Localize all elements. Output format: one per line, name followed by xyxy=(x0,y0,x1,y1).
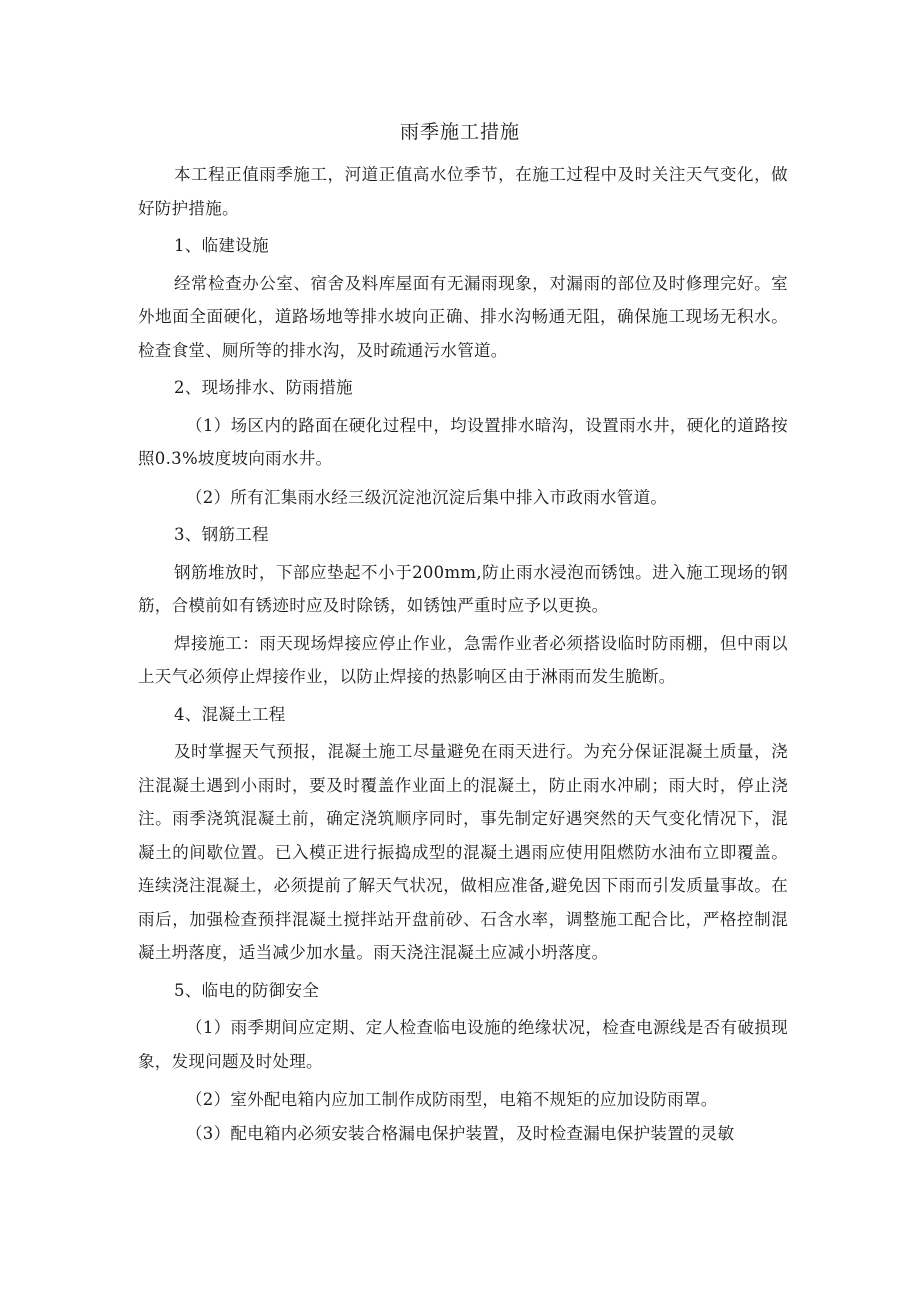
section-heading: 3、钢筋工程 xyxy=(174,525,269,544)
paragraph: 经常检查办公室、宿舍及料库屋面有无漏雨现象，对漏雨的部位及时修理完好。室外地面全面硬化，道路场地等排水坡向正确、排水沟畅通无阻，确保施工现场无积水。检查食堂、厕所等的排水沟，及时疏通污水管道。 xyxy=(138,273,788,360)
document-body xyxy=(138,158,788,1150)
paragraph: （1）场区内的路面在硬化过程中，均设置排水暗沟，设置雨水井，硬化的道路按照0.3%坡度坡向雨水井。 xyxy=(138,415,788,468)
paragraph: 焊接施工：雨天现场焊接应停止作业，急需作业者必须搭设临时防雨棚，但中雨以上天气必须停止焊接作业，以防止焊接的热影响区由于淋雨而发生脆断。 xyxy=(138,633,788,686)
paragraph: 及时掌握天气预报，混凝土施工尽量避免在雨天进行。为充分保证混凝土质量，浇注混凝土遇到小雨时，要及时覆盖作业面上的混凝土，防止雨水冲刷；雨大时，停止浇注。雨季浇筑混凝土前，确定浇筑顺序同时，事先制定好遇突然的天气变化情况下，混凝土的间歇位置。已入模正进行振捣成型的混凝土遇雨应使用阻燃防水油布立即覆盖。连续浇注混凝土，必须提前了解天气状况，做相应准备,避免因下雨而引发质量事故。在雨后，加强检查预拌混凝土搅拌站开盘前砂、石含水率，调整施工配合比，严格控制混凝土坍落度，适当减少加水量。雨天浇注混凝土应减小坍落度。 xyxy=(138,742,788,962)
paragraph: （2）室外配电箱内应加工制作成防雨型，电箱不规矩的应加设防雨罩。 xyxy=(186,1090,718,1109)
paragraph: 钢筋堆放时，下部应垫起不小于200mm,防止雨水浸泡而锈蚀。进入施工现场的钢筋，合模前如有锈迹时应及时除锈，如锈蚀严重时应予以更换。 xyxy=(138,562,788,615)
section-heading: 2、现场排水、防雨措施 xyxy=(174,378,353,397)
section-heading: 4、混凝土工程 xyxy=(174,704,286,724)
paragraph: （2）所有汇集雨水经三级沉淀池沉淀后集中排入市政雨水管道。 xyxy=(186,487,668,507)
page-title: 雨季施工措施 xyxy=(399,121,520,143)
paragraph: （1）雨季期间应定期、定人检查临电设施的绝缘状况，检查电源线是否有破损现象，发现问题及时处理。 xyxy=(138,1018,788,1071)
section-heading: 1、临建设施 xyxy=(174,236,269,255)
paragraph: （3）配电箱内必须安装合格漏电保护装置，及时检查漏电保护装置的灵敏 xyxy=(186,1123,735,1143)
intro-paragraph: 本工程正值雨季施工，河道正值高水位季节，在施工过程中及时关注天气变化，做好防护措施。 xyxy=(138,165,788,218)
section-heading: 5、临电的防御安全 xyxy=(174,980,320,1000)
